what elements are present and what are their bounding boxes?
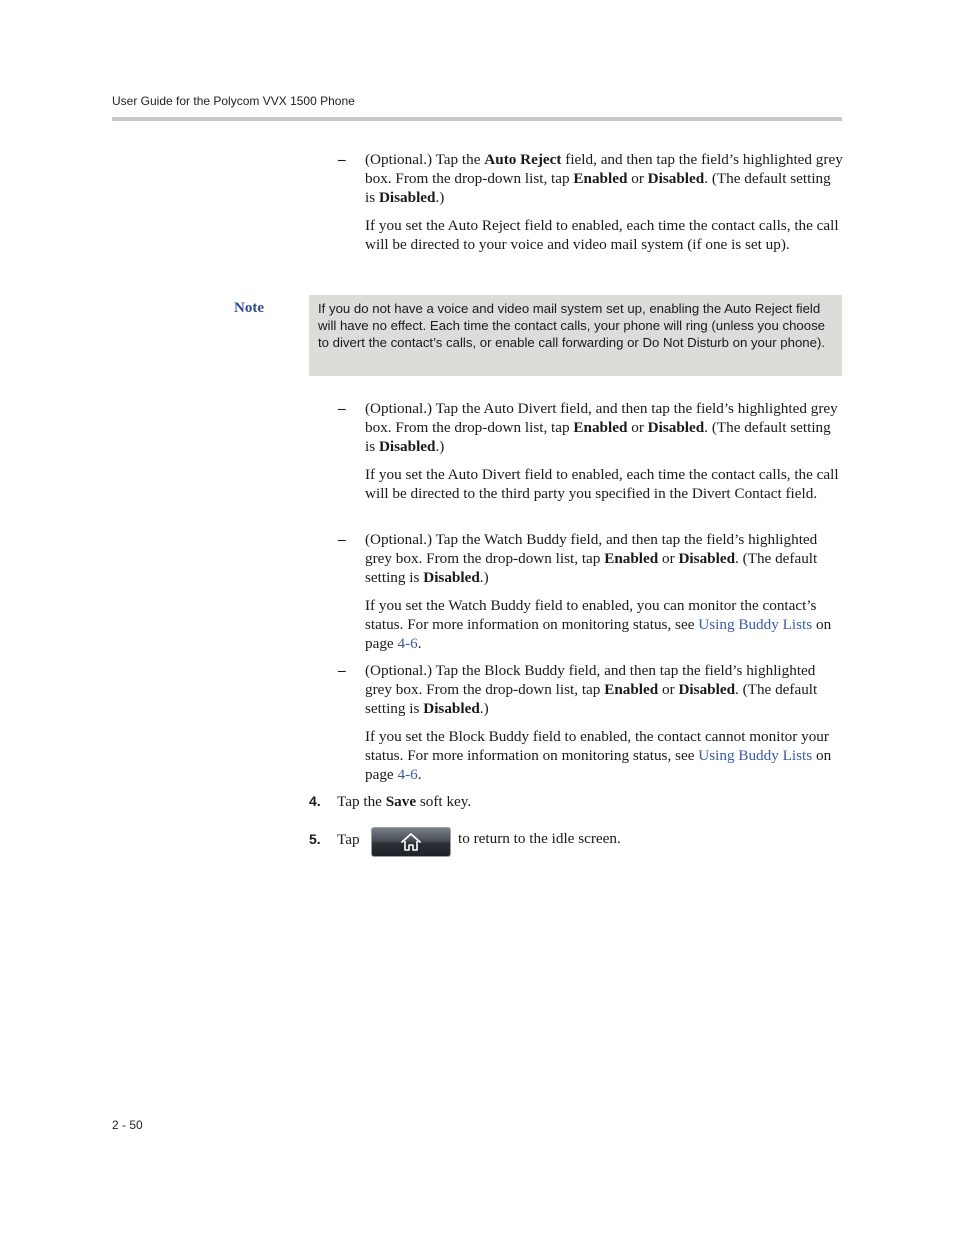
- text-run: on page: [365, 616, 832, 652]
- bold-run: Auto Reject: [484, 151, 562, 168]
- paragraph-auto-reject: If you set the Auto Reject field to enabled, each time the contact calls, the call will be directed to your voice and video mail system (if one is set up).: [365, 217, 839, 253]
- note-box: If you do not have a voice and video mail system set up, enabling the Auto Reject field will have no effect. Each time the contact calls, your phone will ring (unless you choose to divert the contact’s calls, or enable call forwarding or Do Not Disturb on your phone).: [309, 295, 842, 376]
- text-run: .): [435, 438, 445, 455]
- text-run: or: [658, 550, 679, 567]
- bold-run: Disabled: [378, 438, 436, 455]
- bold-run: Disabled: [647, 419, 705, 436]
- bold-run: Enabled: [604, 681, 659, 698]
- text-run: If you set the Block Buddy field to enabled, the contact cannot monitor your status. For more information on monitoring status, see: [365, 728, 829, 764]
- text-run: Tap the: [337, 793, 386, 810]
- home-icon: [400, 832, 422, 852]
- text-run: . (The default setting is: [365, 419, 831, 455]
- bold-run: Save: [385, 793, 417, 810]
- item-text: [365, 150, 843, 207]
- link-using-buddy-lists[interactable]: Using Buddy Lists: [698, 616, 813, 633]
- text-run: . (The default setting is: [365, 681, 818, 717]
- page-number: 2 - 50: [112, 1118, 143, 1132]
- text-run: If you set the Watch Buddy field to enabled, you can monitor the contact’s status. For more information on monitoring status, see: [365, 597, 817, 633]
- text-run: .: [417, 635, 422, 652]
- text-run: on page: [365, 747, 832, 783]
- list-item-watch-buddy: [338, 530, 843, 587]
- step-5: [309, 830, 360, 849]
- text-run: (Optional.) Tap the Block Buddy field, and then tap the field’s highlighted grey box. From the drop-down list, tap: [365, 662, 816, 698]
- text-run: .): [479, 569, 489, 586]
- bold-run: Enabled: [573, 419, 628, 436]
- text-run: . (The default setting is: [365, 170, 831, 206]
- text-run: .): [479, 700, 489, 717]
- item-text: [365, 399, 843, 456]
- header-title: User Guide for the Polycom VVX 1500 Phone: [112, 94, 355, 108]
- paragraph-watch-buddy: [365, 596, 843, 653]
- header-rule: [112, 117, 842, 121]
- text-run: (Optional.) Tap the Auto Divert field, and then tap the field’s highlighted grey box. From the drop-down list, tap: [365, 400, 838, 436]
- text-run: or: [658, 681, 679, 698]
- bold-run: Disabled: [678, 550, 736, 567]
- text-run: .: [417, 766, 422, 783]
- bold-run: Disabled: [378, 189, 436, 206]
- step-number: 5.: [309, 831, 321, 847]
- bold-run: Disabled: [423, 700, 480, 717]
- text-run: . (The default setting is: [365, 550, 818, 586]
- note-label: Note: [234, 300, 264, 316]
- link-page-4-6[interactable]: 4-6: [397, 766, 418, 783]
- bold-run: Disabled: [647, 170, 705, 187]
- text-run: soft key.: [416, 793, 472, 810]
- step-4: [309, 792, 471, 811]
- link-page-4-6[interactable]: 4-6: [397, 635, 418, 652]
- bold-run: Disabled: [423, 569, 480, 586]
- text-run: .): [435, 189, 445, 206]
- dash-bullet: –: [338, 662, 346, 679]
- dash-bullet: –: [338, 531, 346, 548]
- text-run: (Optional.) Tap the: [365, 151, 485, 168]
- step-5-suffix: to return to the idle screen.: [458, 830, 621, 847]
- text-run: (Optional.) Tap the Watch Buddy field, and then tap the field’s highlighted grey box. From the drop-down list, tap: [365, 531, 818, 567]
- text-run: or: [627, 170, 648, 187]
- list-item-auto-reject: [338, 150, 843, 207]
- dash-bullet: –: [338, 151, 346, 168]
- step-text: Tap: [337, 831, 360, 848]
- text-run: or: [627, 419, 648, 436]
- bold-run: Enabled: [604, 550, 659, 567]
- home-button[interactable]: [371, 827, 451, 857]
- link-using-buddy-lists[interactable]: Using Buddy Lists: [698, 747, 813, 764]
- item-text: [365, 661, 843, 718]
- step-number: 4.: [309, 793, 321, 809]
- paragraph-auto-divert: If you set the Auto Divert field to enabled, each time the contact calls, the call will be directed to the third party you specified in the Divert Contact field.: [365, 466, 839, 502]
- text-run: field, and then tap the field’s highlighted grey box. From the drop-down list, tap: [365, 151, 843, 187]
- item-text: [365, 530, 843, 587]
- step-text: [337, 792, 471, 811]
- dash-bullet: –: [338, 400, 346, 417]
- list-item-block-buddy: [338, 661, 843, 718]
- bold-run: Enabled: [573, 170, 628, 187]
- bold-run: Disabled: [678, 681, 736, 698]
- paragraph-block-buddy: [365, 727, 843, 784]
- list-item-auto-divert: [338, 399, 843, 456]
